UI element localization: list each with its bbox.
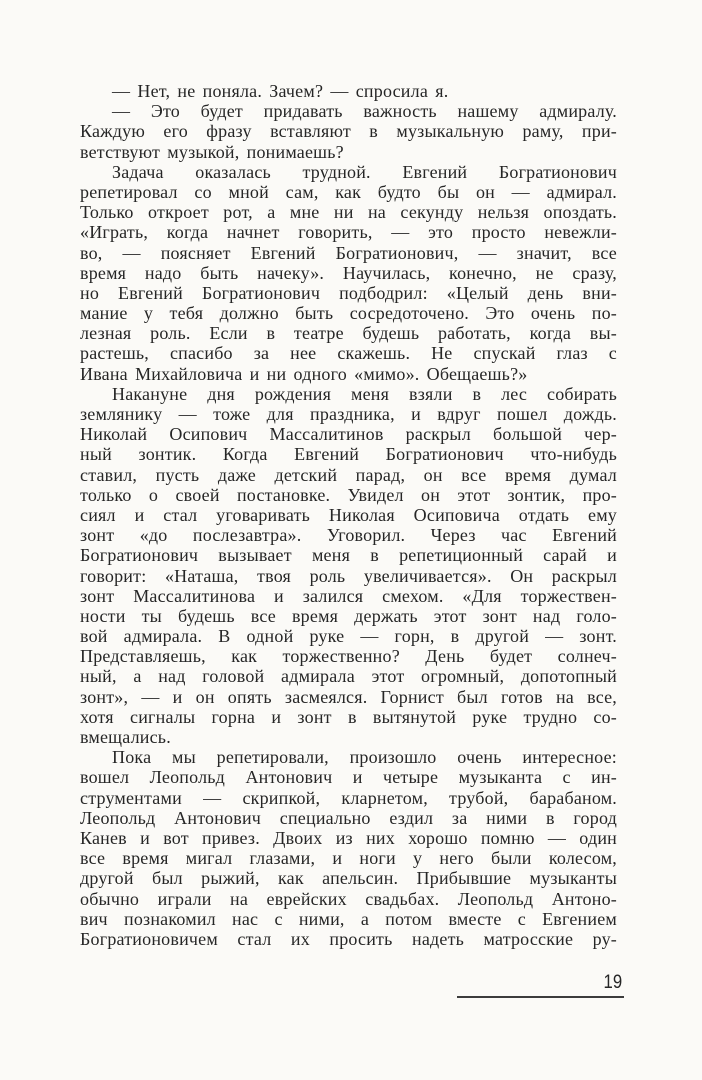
footer-rule — [457, 996, 624, 998]
text-line: говорит: «Наташа, твоя роль увеличивается». Он раскрыл — [80, 565, 617, 586]
text-line: время надо быть начеку». Научилась, конечно, не сразу, — [80, 262, 617, 283]
text-line: зонт», — и он опять засмеялся. Горнист был готов на все, — [80, 686, 617, 707]
text-line: ветствуют музыкой, понимаешь? — [80, 141, 344, 162]
text-line: Ивана Михайловича и ни одного «мимо». Обещаешь?» — [80, 363, 528, 384]
text-line: но Евгений Богратионович подбодрил: «Целый день вни- — [80, 282, 617, 303]
text-line: зонт «до послезавтра». Уговорил. Через час Евгений — [80, 525, 617, 546]
text-line: обычно играли на еврейских свадьбах. Леопольд Антоно- — [80, 888, 617, 909]
text-line: Богратионовичем стал их просить надеть матросские ру- — [80, 928, 617, 949]
text-line: растешь, спасибо за нее скажешь. Не спускай глаз с — [80, 343, 617, 364]
text-line: Леопольд Антонович специально ездил за ними в город — [80, 807, 617, 828]
text-line: Задача оказалась трудной. Евгений Богратионович — [112, 161, 617, 182]
text-line: Представляешь, как торжественно? День будет солнеч- — [80, 646, 617, 667]
text-line: вич познакомил нас с ними, а потом вместе с Евгением — [80, 908, 617, 929]
text-line: Пока мы репетировали, произошло очень интересное: — [112, 747, 617, 768]
body-text — [80, 81, 617, 949]
text-line: другой был рыжий, как апельсин. Прибывшие музыканты — [80, 868, 617, 889]
text-line: ставил, пусть даже детский парад, он все время думал — [80, 464, 617, 485]
text-line: землянику — тоже для праздника, и вдруг пошел дождь. — [80, 404, 617, 424]
text-line: вой адмирала. В одной руке — горн, в другой — зонт. — [80, 626, 617, 647]
text-line: только о своей постановке. Увидел он этот зонтик, про- — [80, 484, 617, 505]
text-line: зонт Массалитинова и залился смехом. «Для торжествен- — [80, 585, 617, 606]
text-line: хотя сигналы горна и зонт в вытянутой руке трудно со- — [80, 706, 617, 727]
text-line: ный, а над головой адмирала этот огромный, допотопный — [80, 666, 617, 687]
text-line: Богратионович вызывает меня в репетиционный сарай и — [80, 545, 617, 566]
text-line: «Играть, когда начнет говорить, — это просто невежли- — [80, 222, 617, 243]
text-line: Накануне дня рождения меня взяли в лес собирать — [112, 383, 617, 404]
text-line: — Это будет придавать важность нашему адмиралу. — [112, 101, 617, 122]
text-line: струментами — скрипкой, кларнетом, трубой, барабаном. — [80, 787, 617, 808]
text-line: Каждую его фразу вставляют в музыкальную раму, при- — [80, 121, 617, 142]
text-line: Канев и вот привез. Двоих из них хорошо помню — один — [80, 827, 617, 848]
text-line: все время мигал глазами, и ноги у него были колесом, — [80, 848, 617, 869]
text-line: Николай Осипович Массалитинов раскрыл большой чер- — [80, 424, 617, 445]
text-line: мание у тебя должно быть сосредоточено. Это очень по- — [80, 303, 617, 324]
text-line: вошел Леопольд Антонович и четыре музыканта с ин- — [80, 767, 617, 788]
text-line: ности ты будешь все время держать этот зонт над голо- — [80, 605, 617, 626]
text-line: вмещались. — [80, 727, 171, 747]
text-line: Только откроет рот, а мне ни на секунду нельзя опоздать. — [80, 202, 617, 223]
text-line: репетировал со мной сам, как будто бы он — адмирал. — [80, 181, 617, 202]
text-line: ный зонтик. Когда Евгений Богратионович что-нибудь — [80, 444, 617, 465]
text-line: — Нет, не поняла. Зачем? — спросила я. — [112, 81, 449, 101]
text-line: сиял и стал уговаривать Николая Осиповича отдать ему — [80, 504, 617, 525]
text-line: во, — поясняет Евгений Богратионович, — значит, все — [80, 242, 617, 263]
text-line: лезная роль. Если в театре будешь работать, когда вы- — [80, 323, 617, 344]
page-number: 19 — [603, 972, 622, 993]
